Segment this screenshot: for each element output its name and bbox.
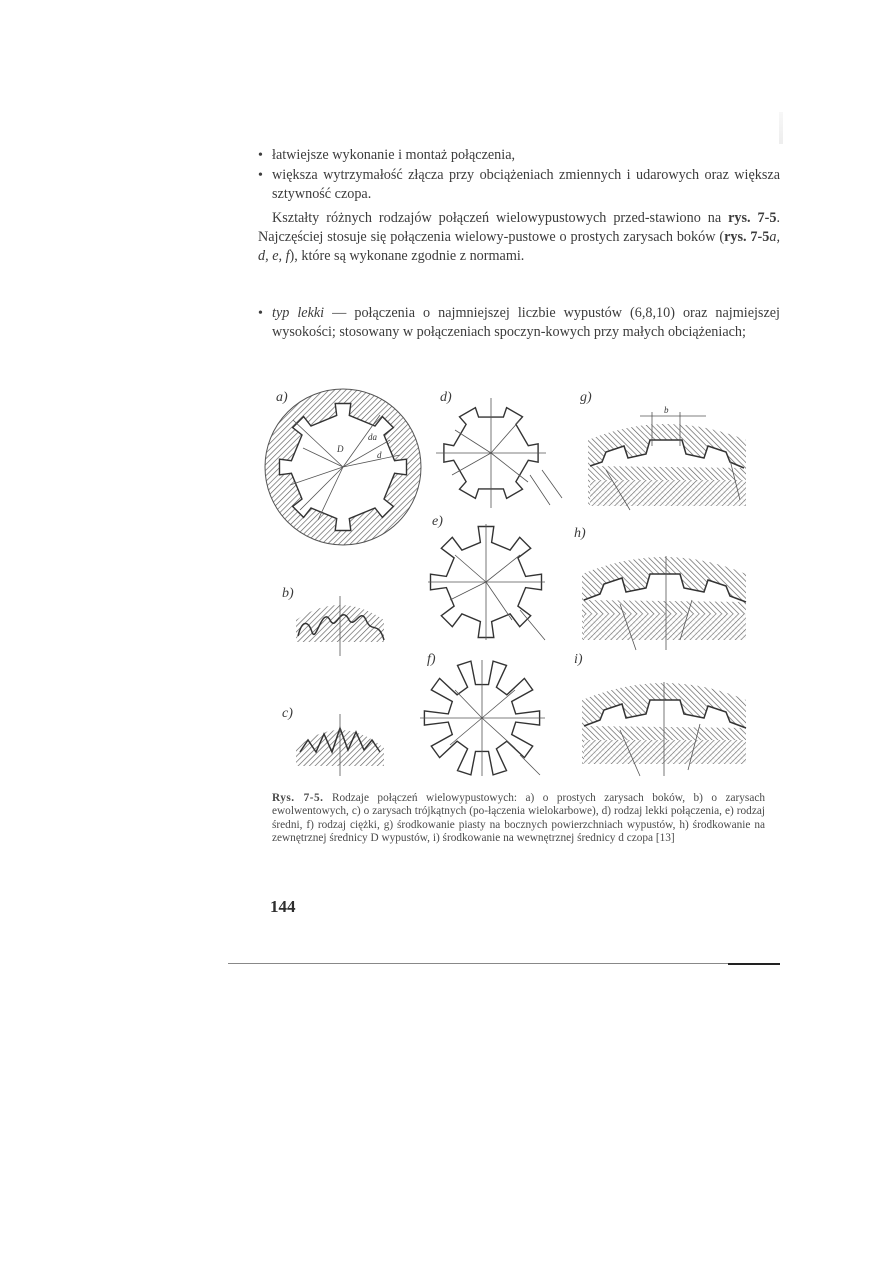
bullet-text: łatwiejsze wykonanie i montaż połączenia,	[272, 147, 516, 163]
figure-label-f: f)	[427, 652, 436, 667]
dim-label-b: b	[664, 405, 669, 415]
dim-label-d: d	[377, 450, 382, 460]
figure-label-h: h)	[574, 526, 586, 541]
drawing-g	[588, 405, 746, 510]
figure-subrefs: a, d, e, f	[258, 229, 780, 264]
bullet-icon: •	[258, 148, 263, 163]
figure-label-c: c)	[282, 706, 293, 721]
figure-reference: rys. 7-5	[728, 210, 777, 226]
drawing-d	[436, 398, 562, 508]
caption-text: Rodzaje połączeń wielowypustowych: a) o prostych zarysach boków, b) o zarysach ewolwentowych, c) o zarysach trójkątnych (po-łączenia wielokarbowe), d) rodzaj lekki połączenia, e) rodzaj średni, f) rodzaj ciężki, g) środkowanie piasty na bocznych powierzchniach wypustów, h) środkowanie na zewnętrznej średnicy D wypustów, i) środkowanie na wewnętrznej średnicy d czopa [13]	[272, 792, 765, 845]
drawing-e	[428, 524, 545, 640]
figure-label-b: b)	[282, 586, 294, 601]
figure-reference: rys. 7-5	[724, 229, 770, 245]
bullet-text: większa wytrzymałość złącza przy obciążeniach zmiennych i udarowych oraz większa sztywność czopa.	[272, 167, 780, 202]
paragraph-text: . Najczęściej stosuje się połączenia wielowy-pustowe o prostych zarysach boków (	[258, 210, 781, 245]
bullet-icon: •	[258, 168, 263, 183]
figure-label-g: g)	[580, 390, 592, 405]
drawing-c	[296, 714, 384, 776]
page-number: 144	[270, 897, 296, 916]
bottom-rule	[228, 962, 780, 965]
paragraph-text: Kształty różnych rodzajów połączeń wielowypustowych przed-stawiono na	[272, 210, 729, 226]
paragraph-text: ), które są wykonane zgodnie z normami.	[289, 248, 525, 264]
figure-label-e: e)	[432, 514, 443, 529]
figure-caption	[272, 792, 765, 846]
drawing-b	[296, 596, 384, 656]
drawing-i	[582, 682, 746, 776]
caption-label: Rys. 7-5.	[272, 792, 324, 804]
figure-label-a: a)	[276, 390, 288, 405]
bullet-text: — połączenia o najmniejszej liczbie wypustów (6,8,10) oraz najmiejszej wysokości; stosowany w połączeniach spoczyn-kowych przy małych obciążeniach;	[272, 305, 780, 340]
figure-label-i: i)	[574, 652, 583, 667]
dim-label-da: da	[368, 432, 377, 442]
term: typ lekki	[272, 305, 325, 321]
figure-label-d: d)	[440, 390, 452, 405]
drawing-h	[582, 556, 746, 650]
dim-label-D: D	[337, 444, 344, 454]
drawing-f	[420, 660, 545, 776]
drawing-a	[265, 389, 421, 545]
bullet-icon: •	[258, 306, 263, 321]
